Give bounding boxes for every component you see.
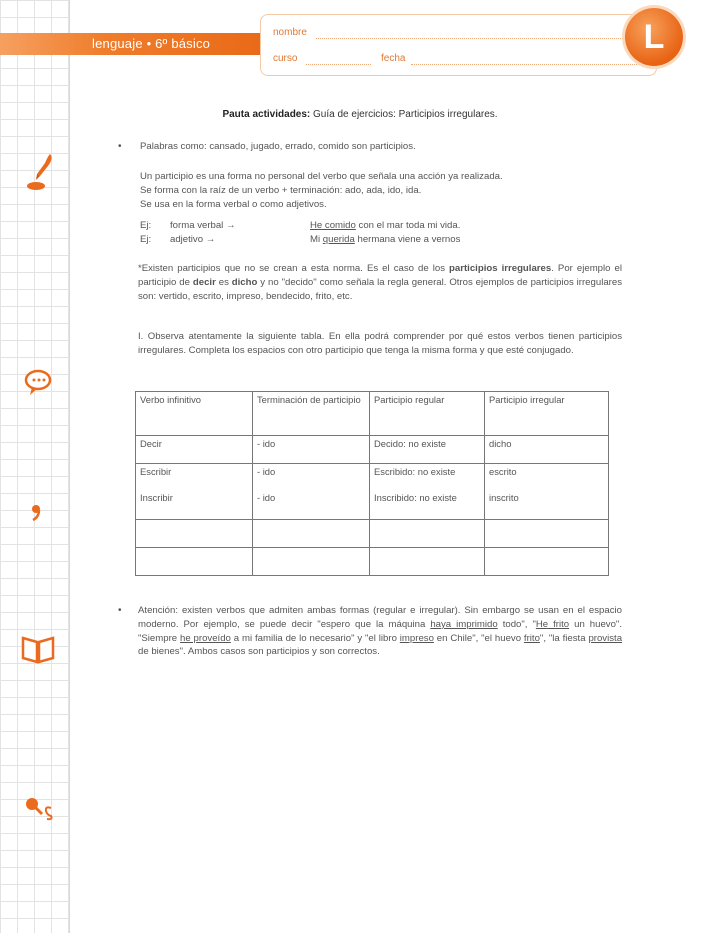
name-field[interactable] (316, 37, 641, 39)
note-bullet: • (118, 605, 122, 616)
definition-line-3: Se usa en la forma verbal o como adjetivos. (140, 199, 327, 210)
table-cell: - ido - ido (253, 464, 370, 520)
title-bold: Pauta actividades: (222, 109, 311, 120)
table-row-empty (136, 548, 609, 576)
example-type-2: adjetivo → (170, 234, 216, 245)
table-row-empty (136, 520, 609, 548)
table-cell: Decir (136, 436, 253, 464)
example-type-1: forma verbal → (170, 220, 236, 231)
student-info-box (260, 14, 657, 76)
participles-table (135, 391, 609, 576)
header-cell: Participio irregular (485, 392, 609, 436)
subject-label: lenguaje • 6º básico (92, 36, 211, 51)
subject-badge: L (625, 8, 683, 66)
header-cell: Verbo infinitivo (136, 392, 253, 436)
table-cell[interactable]: dicho (485, 436, 609, 464)
table-cell: Escribido: no existe Inscribido: no existe (370, 464, 485, 520)
open-book-icon (20, 628, 56, 668)
example-prefix-2: Ej: (140, 234, 152, 245)
example-sentence-2: Mi querida hermana viene a vernos (310, 234, 461, 245)
comma-icon (20, 495, 56, 535)
table-cell: - ido (253, 436, 370, 464)
page-title (0, 109, 720, 120)
example-prefix-1: Ej: (140, 220, 152, 231)
table-cell[interactable]: escrito inscrito (485, 464, 609, 520)
example-underlined-1: He comido (310, 220, 356, 231)
dollar-magnifier-icon (20, 790, 56, 830)
irregular-participles-paragraph: *Existen participios que no se crean a esta norma. Es el caso de los participios irregulares. Por ejemplo el participio de decir es dicho y no "decido" como señala la regla general. Otros ejemplos de participios irregulares son: vertido, escrito, impreso, bendecido, frito, etc. (138, 263, 623, 302)
intro-text: Palabras como: cansado, jugado, errado, comido son participios. (140, 141, 416, 152)
course-label: curso (273, 53, 298, 64)
course-field[interactable] (306, 63, 371, 65)
table-row (136, 464, 609, 520)
table-header-row (136, 392, 609, 436)
table-cell: Escribir Inscribir (136, 464, 253, 520)
speech-bubble-icon (20, 362, 56, 402)
header-cell: Terminación de participio (253, 392, 370, 436)
header-cell: Participio regular (370, 392, 485, 436)
intro-bullet: • (118, 141, 122, 152)
definition-line-2: Se forma con la raíz de un verbo + terminación: ado, ada, ido, ida. (140, 185, 422, 196)
definition-line-1: Un participio es una forma no personal del verbo que señala una acción ya realizada. (140, 171, 503, 182)
instruction-paragraph: I. Observa atentamente la siguiente tabla. En ella podrá comprender por qué estos verbos tienen participios irregulares. Completa los espacios con otro participio que tenga la misma forma y que esté conjugado. (138, 331, 622, 356)
date-label: fecha (381, 53, 406, 64)
date-field[interactable] (411, 63, 641, 65)
name-label: nombre (273, 27, 307, 38)
final-note-paragraph: Atención: existen verbos que admiten ambas formas (regular e irregular). Sin embargo se usan en el espacio moderno. Por ejemplo, se puede decir "espero que la máquina haya imprimido todo", "He frito un huevo". "Siempre he proveído a mi familia de lo necesario" y "el libro impreso en Chile", "el huevo frito", "la fiesta provista de bienes". Ambos casos son participios y son correctos. (138, 605, 623, 658)
title-rest: Guía de ejercicios: Participios irregulares. (310, 109, 498, 120)
example-underlined-2: querida (322, 234, 355, 245)
table-row (136, 436, 609, 464)
pen-icon (20, 150, 56, 190)
example-sentence-1: He comido con el mar toda mi vida. (310, 220, 461, 231)
table-cell: Decido: no existe (370, 436, 485, 464)
